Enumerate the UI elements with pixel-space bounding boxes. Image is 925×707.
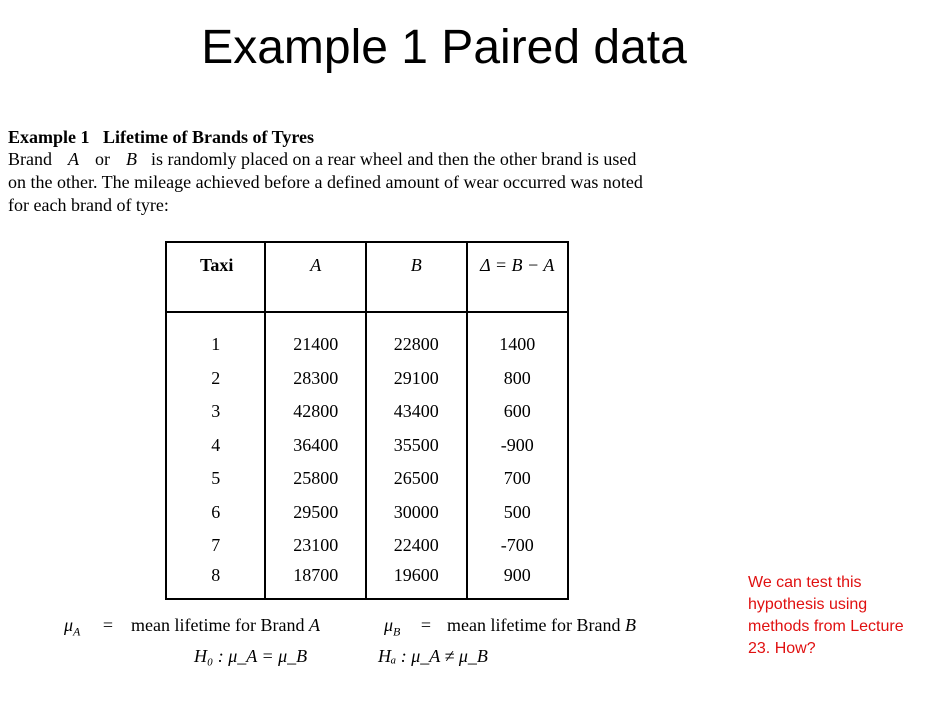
cell-a: 18700 [265, 563, 366, 600]
cell-delta: 900 [467, 563, 568, 600]
mu-b-subscript: B [393, 624, 401, 639]
cell-taxi: 6 [166, 496, 265, 530]
mu-a-brand: A [308, 615, 320, 635]
description-line-2: on the other. The mileage achieved before a defined amount of wear occurred was noted [8, 172, 643, 192]
table-row [166, 362, 568, 396]
table-header-row [166, 242, 568, 312]
cell-b: 35500 [366, 429, 467, 463]
mu-a-definition [64, 614, 320, 643]
mu-b-brand: B [624, 615, 636, 635]
cell-b: 43400 [366, 395, 467, 429]
cell-a: 29500 [265, 496, 366, 530]
or-word: or [95, 149, 110, 169]
table-row [166, 328, 568, 362]
cell-a: 21400 [265, 328, 366, 362]
brand-word: Brand [8, 149, 52, 169]
cell-taxi: 5 [166, 462, 265, 496]
mu-b-symbol: μ [384, 615, 394, 635]
cell-taxi: 1 [166, 328, 265, 362]
cell-a: 28300 [265, 362, 366, 396]
header-a: A [265, 242, 366, 312]
header-delta: Δ = B − A [467, 242, 568, 312]
mu-a-subscript: A [73, 624, 81, 639]
cell-taxi: 4 [166, 429, 265, 463]
brand-a-label: A [68, 149, 79, 169]
cell-delta: 800 [467, 362, 568, 396]
mu-a-equals: = [102, 615, 114, 635]
slide-title: Example 1 Paired data [201, 21, 687, 74]
cell-b: 30000 [366, 496, 467, 530]
cell-taxi: 2 [166, 362, 265, 396]
cell-taxi: 7 [166, 529, 265, 563]
cell-taxi: 3 [166, 395, 265, 429]
cell-delta: 1400 [467, 328, 568, 362]
header-taxi: Taxi [166, 242, 265, 312]
cell-a: 36400 [265, 429, 366, 463]
example-heading: Example 1 Lifetime of Brands of Tyres [8, 127, 314, 147]
cell-delta: 500 [467, 496, 568, 530]
table-row [166, 529, 568, 563]
table-row [166, 563, 568, 600]
table-row [166, 395, 568, 429]
tyre-data-table [165, 241, 569, 600]
cell-delta: -700 [467, 529, 568, 563]
cell-a: 23100 [265, 529, 366, 563]
cell-b: 29100 [366, 362, 467, 396]
cell-b: 26500 [366, 462, 467, 496]
table-row [166, 462, 568, 496]
cell-b: 22800 [366, 328, 467, 362]
mu-a-symbol: μ [64, 615, 74, 635]
mu-a-text: mean lifetime for Brand [131, 615, 305, 635]
cell-delta: 600 [467, 395, 568, 429]
null-hypothesis: H₀ : μ_A = μ_B [194, 646, 308, 666]
cell-a: 42800 [265, 395, 366, 429]
table-spacer-row [166, 312, 568, 328]
mu-b-equals: = [420, 615, 432, 635]
mu-b-text: mean lifetime for Brand [447, 615, 621, 635]
example-description [8, 148, 738, 217]
lecture-note: We can test this hypothesis using methods from Lecture 23. How? [748, 574, 904, 657]
cell-delta: 700 [467, 462, 568, 496]
alternative-hypothesis: Hₐ : μ_A ≠ μ_B [378, 646, 488, 666]
table-row [166, 496, 568, 530]
cell-a: 25800 [265, 462, 366, 496]
description-line-1 [8, 148, 738, 171]
table-row [166, 429, 568, 463]
cell-taxi: 8 [166, 563, 265, 600]
description-line-3: for each brand of tyre: [8, 195, 169, 215]
mu-b-definition [384, 614, 636, 643]
cell-b: 19600 [366, 563, 467, 600]
line1-rest: is randomly placed on a rear wheel and then the other brand is used [151, 149, 637, 169]
cell-delta: -900 [467, 429, 568, 463]
brand-b-label: B [126, 149, 137, 169]
cell-b: 22400 [366, 529, 467, 563]
header-b: B [366, 242, 467, 312]
